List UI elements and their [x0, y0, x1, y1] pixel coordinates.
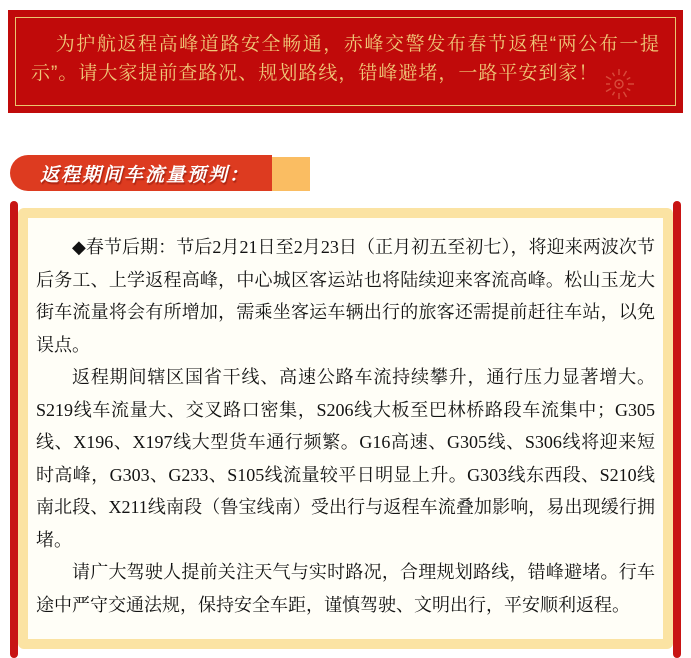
- notice-paragraph-1: ◆春节后期：节后2月21日至2月23日（正月初五至初七），将迎来两波次节后务工、上学返程高峰，中心城区客运站也将陆续迎来客流高峰。松山玉龙大街车流量将会有所增加，需乘坐客运车辆出行的旅客还需提前赶往车站，以免误点。: [36, 237, 655, 355]
- section-ribbon-label: 返程期间车流量预判：: [40, 164, 251, 186]
- section-ribbon: [10, 155, 272, 191]
- ribbon-accent-square: [272, 157, 310, 191]
- firework-icon: [597, 62, 641, 106]
- notice-paragraph-2: 返程期间辖区国省干线、高速公路车流持续攀升，通行压力显著增大。S219线车流量大、交叉路口密集，S206线大板至巴林桥路段车流集中；G305线、X196、X197线大型货车通行频繁。G16高速、G305线、S306线将迎来短时高峰，G303、G233、S105线流量较平日明显上升。G303线东西段、S210线南北段、X211线南段（鲁宝线南）受出行与返程车流叠加影响，易出现缓行拥堵。: [36, 367, 655, 550]
- notice-paragraph-3: 请广大驾驶人提前关注天气与实时路况，合理规划路线，错峰避堵。行车途中严守交通法规，保持安全车距，谨慎驾驶、文明出行，平安顺利返程。: [36, 562, 655, 615]
- notice-panel: [10, 201, 681, 649]
- notice-page: [0, 10, 691, 649]
- left-bar-decoration: [10, 201, 18, 658]
- banner: [8, 10, 683, 113]
- notice-box: [18, 208, 673, 649]
- right-bar-decoration: [673, 201, 681, 658]
- banner-text: 为护航返程高峰道路安全畅通，赤峰交警发布春节返程“两公布一提示”。请大家提前查路况、规划路线，错峰避堵，一路平安到家！: [31, 34, 660, 84]
- section-header: [10, 155, 691, 191]
